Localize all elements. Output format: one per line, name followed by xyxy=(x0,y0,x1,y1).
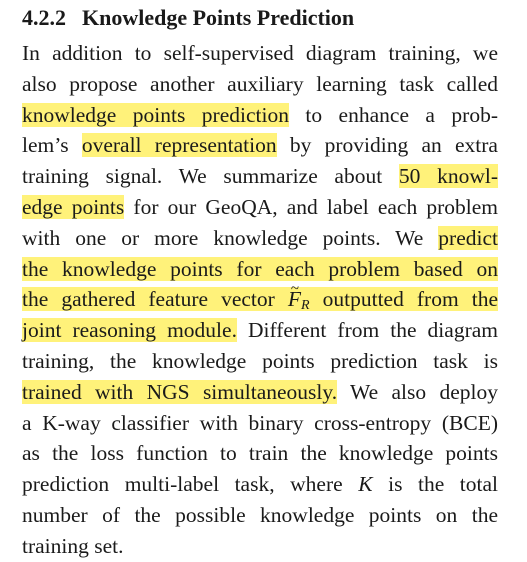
text-span: prediction multi-label task, where xyxy=(22,472,359,497)
highlight-span: edge points xyxy=(22,194,125,219)
text-span: as the loss function to train the knowledge points xyxy=(22,441,498,466)
section-paragraph xyxy=(22,38,498,562)
section-number: 4.2.2 xyxy=(22,5,66,30)
highlight-span: joint reasoning module. xyxy=(22,318,237,343)
text-line xyxy=(22,38,498,69)
highlight-span: knowledge points prediction xyxy=(22,102,289,127)
text-span: the gathered feature vector xyxy=(22,287,288,312)
text-span: a K-way classifier with binary cross-entropy (BCE) xyxy=(22,410,498,435)
highlight-span: 50 knowl- xyxy=(398,164,498,189)
text-line xyxy=(22,192,498,223)
text-span: for our GeoQA, and label each problem xyxy=(124,194,498,219)
highlight-span: overall representation xyxy=(81,133,277,158)
highlight-span: predict xyxy=(438,225,498,250)
text-span: outputted from the xyxy=(309,287,498,312)
text-line xyxy=(22,130,498,161)
text-line xyxy=(22,100,498,131)
text-span: We also deploy xyxy=(337,379,498,404)
text-line xyxy=(22,315,498,346)
section-heading xyxy=(22,4,498,32)
text-span: also propose another auxiliary learning task called xyxy=(22,71,498,96)
text-line xyxy=(22,223,498,254)
text-line xyxy=(22,377,498,408)
text-line xyxy=(22,408,498,439)
text-span: training signal. We summarize about xyxy=(22,164,399,189)
text-span: training set. xyxy=(22,533,124,558)
text-line xyxy=(22,469,498,500)
text-span: lem’s xyxy=(22,133,82,158)
text-line xyxy=(22,69,498,100)
text-line xyxy=(22,500,498,531)
text-span: by providing an extra xyxy=(276,133,498,158)
math-symbol: F xyxy=(287,287,302,312)
highlight-span xyxy=(22,287,498,314)
math-feature-vector xyxy=(288,284,310,322)
text-line xyxy=(22,531,498,562)
text-line xyxy=(22,346,498,377)
math-symbol: K xyxy=(358,472,373,497)
text-span: training, the knowledge points prediction task is xyxy=(22,348,498,373)
section-title: Knowledge Points Prediction xyxy=(82,5,355,30)
text-span: to enhance a prob- xyxy=(288,102,498,127)
text-line xyxy=(22,284,498,315)
highlight-span: trained with NGS simultaneously. xyxy=(22,379,338,404)
text-line xyxy=(22,254,498,285)
text-span: Different from the diagram xyxy=(236,318,498,343)
paper-section xyxy=(22,4,498,562)
text-span: is the total xyxy=(372,472,498,497)
text-line xyxy=(22,438,498,469)
highlight-span: the knowledge points for each problem based on xyxy=(22,256,498,281)
text-span: In addition to self-supervised diagram training, we xyxy=(22,41,498,65)
text-line xyxy=(22,161,498,192)
text-span: with one or more knowledge points. We xyxy=(22,225,439,250)
math-subscript: R xyxy=(301,298,310,314)
text-span: number of the possible knowledge points on the xyxy=(22,502,498,527)
